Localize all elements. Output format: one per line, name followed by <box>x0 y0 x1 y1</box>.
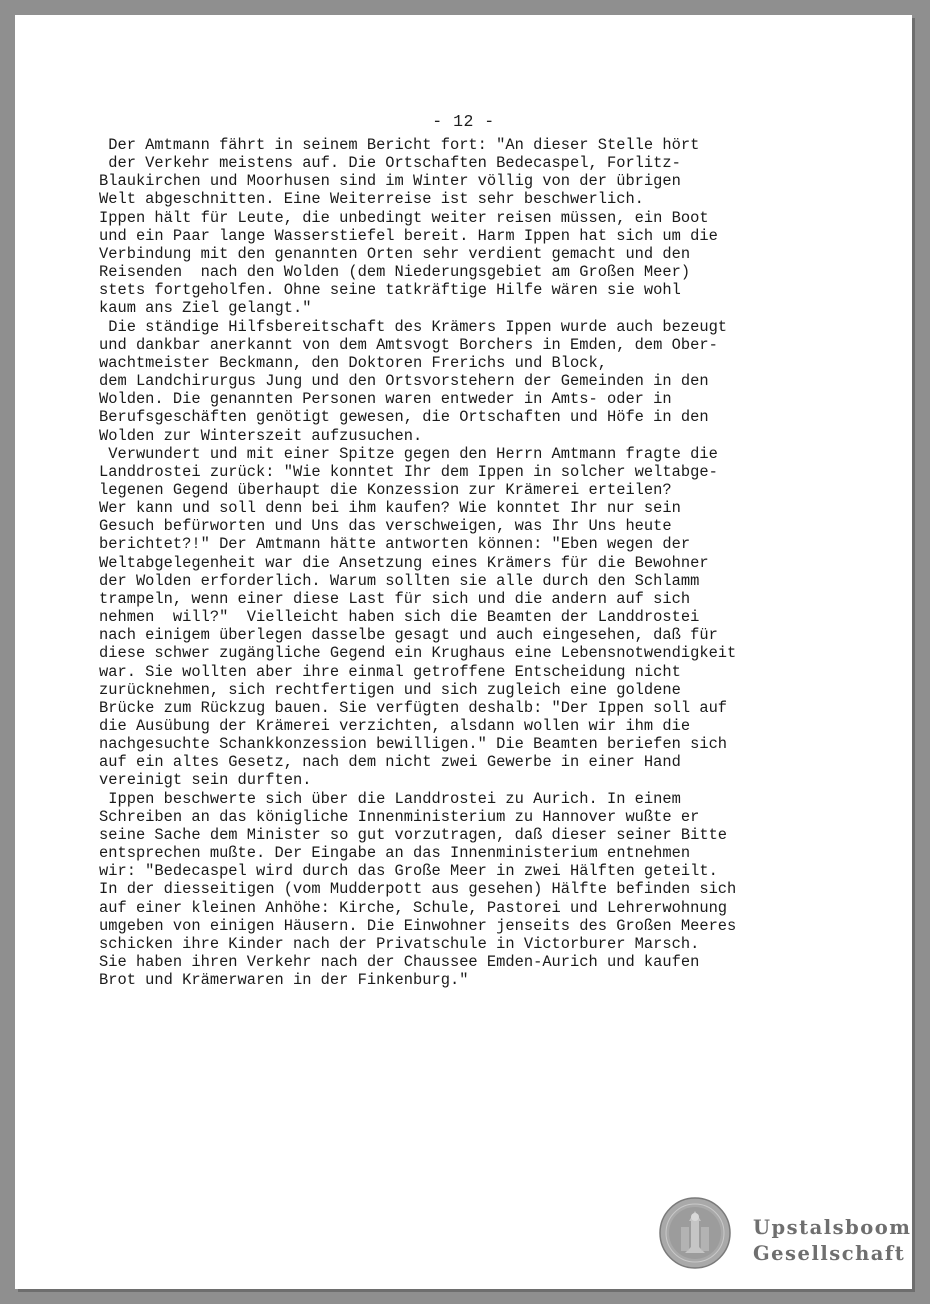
document-page <box>15 15 912 1289</box>
text-line: Reisenden nach den Wolden (dem Niederungsgebiet am Großen Meer) <box>99 263 691 282</box>
text-line: Wolden. Die genannten Personen waren entweder in Amts- oder in <box>99 390 672 409</box>
text-line: berichtet?!" Der Amtmann hätte antworten können: "Eben wegen der <box>99 535 691 554</box>
text-line: Wolden zur Winterszeit aufzusuchen. <box>99 426 423 445</box>
text-line: Ippen hält für Leute, die unbedingt weiter reisen müssen, ein Boot <box>99 208 709 227</box>
text-line: trampeln, wenn einer diese Last für sich und die andern auf sich <box>99 589 691 608</box>
text-line: schicken ihre Kinder nach der Privatschule in Victorburer Marsch. <box>99 934 700 953</box>
logo-line-1: Upstalsboom <box>753 1216 912 1239</box>
text-line: umgeben von einigen Häusern. Die Einwohner jenseits des Großen Meeres <box>99 916 737 935</box>
text-line: Gesuch befürworten und Uns das verschweigen, was Ihr Uns heute <box>99 517 672 536</box>
text-line: Ippen beschwerte sich über die Landdrostei zu Aurich. In einem <box>99 789 681 808</box>
organization-logo-text <box>753 1215 911 1267</box>
text-line: und ein Paar lange Wasserstiefel bereit. Harm Ippen hat sich um die <box>99 226 718 245</box>
text-line: Brücke zum Rückzug bauen. Sie verfügten deshalb: "Der Ippen soll auf <box>99 698 728 717</box>
text-line: legenen Gegend überhaupt die Konzession zur Krämerei erteilen? <box>99 480 672 499</box>
page-number: - 12 - <box>432 112 495 131</box>
text-line: entsprechen mußte. Der Eingabe an das Innenministerium entnehmen <box>99 844 691 863</box>
text-line: kaum ans Ziel gelangt." <box>99 299 312 318</box>
text-line: zurücknehmen, sich rechtfertigen und sich zugleich eine goldene <box>99 680 681 699</box>
text-line: Die ständige Hilfsbereitschaft des Krämers Ippen wurde auch bezeugt <box>99 317 728 336</box>
text-line: Wer kann und soll denn bei ihm kaufen? Wie konntet Ihr nur sein <box>99 499 681 518</box>
text-line: nehmen will?" Vielleicht haben sich die Beamten der Landdrostei <box>99 608 700 627</box>
text-line: seine Sache dem Minister so gut vorzutragen, daß dieser seiner Bitte <box>99 825 728 844</box>
text-line: vereinigt sein durften. <box>99 771 312 790</box>
text-line: auf einer kleinen Anhöhe: Kirche, Schule, Pastorei und Lehrerwohnung <box>99 898 728 917</box>
text-line: Weltabgelegenheit war die Ansetzung eines Krämers für die Bewohner <box>99 553 709 572</box>
text-line: auf ein altes Gesetz, nach dem nicht zwei Gewerbe in einer Hand <box>99 753 681 772</box>
body-text <box>99 136 879 989</box>
text-line: Welt abgeschnitten. Eine Weiterreise ist sehr beschwerlich. <box>99 190 644 209</box>
text-line: nachgesuchte Schankkonzession bewilligen." Die Beamten beriefen sich <box>99 735 728 754</box>
text-line: war. Sie wollten aber ihre einmal getroffene Entscheidung nicht <box>99 662 681 681</box>
text-line: Blaukirchen und Moorhusen sind im Winter völlig von der übrigen <box>99 172 681 191</box>
text-line: Landdrostei zurück: "Wie konntet Ihr dem Ippen in solcher weltabge- <box>99 462 718 481</box>
text-line: Verwundert und mit einer Spitze gegen den Herrn Amtmann fragte die <box>99 444 718 463</box>
text-line: Der Amtmann fährt in seinem Bericht fort: "An dieser Stelle hört <box>99 136 700 154</box>
text-line: Berufsgeschäften genötigt gewesen, die Ortschaften und Höfe in den <box>99 408 709 427</box>
text-line: nach einigem überlegen dasselbe gesagt und auch eingesehen, daß für <box>99 626 718 645</box>
text-line: diese schwer zugängliche Gegend ein Krughaus eine Lebensnotwendigkeit <box>99 644 737 663</box>
text-line: Brot und Krämerwaren in der Finkenburg." <box>99 971 469 990</box>
text-line: wachtmeister Beckmann, den Doktoren Frerichs und Block, <box>99 353 607 372</box>
text-line: Verbindung mit den genannten Orten sehr verdient gemacht und den <box>99 244 691 263</box>
text-line: Sie haben ihren Verkehr nach der Chaussee Emden-Aurich und kaufen <box>99 953 700 972</box>
text-line: stets fortgeholfen. Ohne seine tatkräftige Hilfe wären sie wohl <box>99 281 681 300</box>
text-line: und dankbar anerkannt von dem Amtsvogt Borchers in Emden, dem Ober- <box>99 335 718 354</box>
seal-emblem-icon <box>659 1197 731 1269</box>
text-line: die Ausübung der Krämerei verzichten, alsdann wollen wir ihm die <box>99 717 691 735</box>
text-line: Schreiben an das königliche Innenministerium zu Hannover wußte er <box>99 807 700 826</box>
text-line: der Wolden erforderlich. Warum sollten sie alle durch den Schlamm <box>99 571 700 590</box>
text-line: der Verkehr meistens auf. Die Ortschaften Bedecaspel, Forlitz- <box>99 154 681 173</box>
text-line: dem Landchirurgus Jung und den Ortsvorstehern der Gemeinden in den <box>99 372 709 391</box>
logo-line-2: Gesellschaft <box>753 1242 906 1265</box>
text-line: wir: "Bedecaspel wird durch das Große Meer in zwei Hälften geteilt. <box>99 862 718 881</box>
text-line: In der diesseitigen (vom Mudderpott aus gesehen) Hälfte befinden sich <box>99 880 737 899</box>
